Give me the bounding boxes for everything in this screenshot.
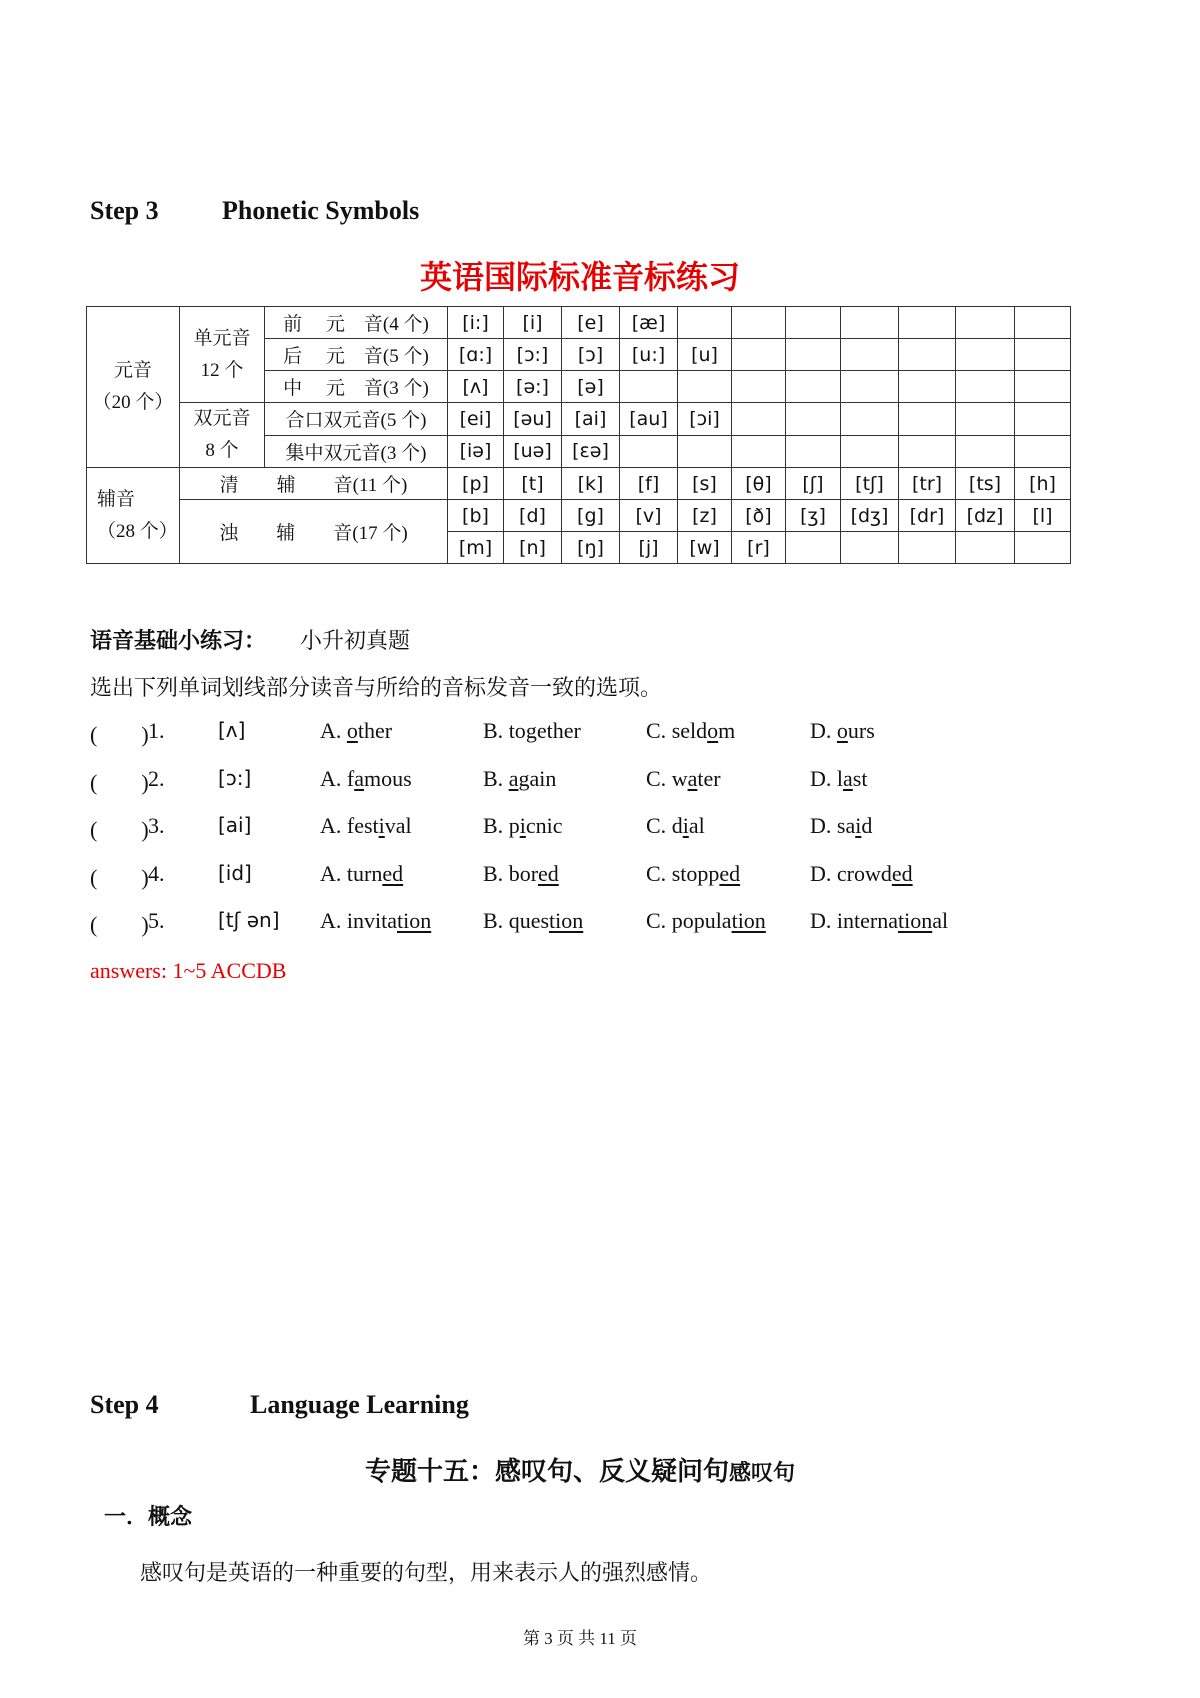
- empty-cell: [899, 307, 956, 339]
- underlined-part: ed: [891, 860, 913, 886]
- phonetic-symbol: [æ]: [620, 307, 678, 339]
- diphthong-label: 双元音: [193, 408, 251, 429]
- empty-cell: [899, 371, 956, 403]
- option-c: [646, 718, 735, 744]
- option-word-part: ther: [357, 718, 393, 743]
- option-word-part: ter: [697, 765, 721, 791]
- empty-cell: [732, 435, 786, 468]
- phonetic-symbol: [ə]: [562, 371, 620, 403]
- option-letter: D.: [810, 908, 832, 933]
- phonetic-symbol: [ʒ]: [786, 500, 841, 532]
- phonetic-symbol: [uə]: [504, 435, 562, 468]
- underlined-part: i: [378, 813, 385, 838]
- option-letter: C.: [646, 813, 667, 838]
- option-word-part: ques: [508, 908, 550, 933]
- phonetic-symbol: [ʃ]: [786, 468, 841, 500]
- empty-cell: [732, 403, 786, 436]
- phonetic-symbol: [h]: [1015, 468, 1071, 500]
- option-word-part: bor: [508, 860, 539, 886]
- option-letter: A.: [320, 860, 342, 886]
- option-b: [483, 718, 581, 744]
- option-word-part: interna: [836, 908, 898, 933]
- phonetic-symbol: [m]: [448, 532, 504, 564]
- underlined-part: tion: [897, 908, 933, 933]
- table-row: [87, 468, 1071, 500]
- empty-cell: [786, 532, 841, 564]
- empty-cell: [786, 307, 841, 339]
- option-letter: B.: [483, 860, 504, 886]
- phonetic-symbol: [ts]: [956, 468, 1015, 500]
- option-c: [646, 813, 705, 839]
- consonant-category-cell: [87, 468, 180, 564]
- consonant-type-voiced: 浊 辅 音(17 个): [180, 500, 448, 564]
- phonetic-symbol: [ɛə]: [562, 435, 620, 468]
- option-letter: D.: [810, 718, 832, 743]
- option-word-part: crowd: [836, 860, 892, 886]
- option-c: [646, 861, 740, 887]
- option-word-part: fest: [346, 813, 379, 838]
- exercise-subheading: 小升初真题: [300, 628, 411, 653]
- empty-cell: [841, 307, 899, 339]
- empty-cell: [1015, 403, 1071, 436]
- option-word-part: cnic: [525, 813, 563, 838]
- option-c: [646, 908, 766, 934]
- option-d: [810, 813, 872, 839]
- phonetic-symbol: [ɔ:]: [504, 339, 562, 371]
- phonetic-symbol: [v]: [620, 500, 678, 532]
- vowel-type-front: 前 元 音(4 个): [265, 307, 448, 339]
- phonetic-symbol: [i:]: [448, 307, 504, 339]
- empty-cell: [786, 371, 841, 403]
- option-a: [320, 813, 412, 839]
- phonetic-symbol: [dz]: [956, 500, 1015, 532]
- empty-cell: [956, 371, 1015, 403]
- phonetic-symbol: [θ]: [732, 468, 786, 500]
- phonetic-symbol: [r]: [732, 532, 786, 564]
- empty-cell: [678, 371, 732, 403]
- table-title: 英语国际标准音标练习: [419, 258, 740, 296]
- answer-paren: ( ): [90, 769, 149, 795]
- phonetic-symbol: [t]: [504, 468, 562, 500]
- option-word-part: ether: [536, 718, 581, 743]
- underlined-part: tion: [549, 908, 584, 933]
- option-word-part: val: [384, 813, 412, 838]
- empty-cell: [956, 532, 1015, 564]
- option-a: [320, 861, 403, 887]
- phonetic-symbol: [ŋ]: [562, 532, 620, 564]
- phonetic-symbol: [e]: [562, 307, 620, 339]
- phonetic-symbol: [n]: [504, 532, 562, 564]
- phonetic-symbol: [ai]: [562, 403, 620, 436]
- option-c: [646, 766, 721, 792]
- underlined-part: ed: [538, 860, 559, 886]
- option-word-part: popula: [671, 908, 732, 933]
- phonetic-symbol: [d]: [504, 500, 562, 532]
- option-letter: B.: [483, 813, 504, 838]
- option-letter: D.: [810, 860, 832, 886]
- option-word-part: m: [718, 718, 736, 743]
- option-word-part: mous: [363, 765, 412, 791]
- option-letter: B.: [483, 908, 504, 933]
- option-word-part: al: [688, 813, 705, 838]
- empty-cell: [732, 339, 786, 371]
- option-word-part: to: [508, 718, 526, 743]
- empty-cell: [1015, 435, 1071, 468]
- table-row: [87, 403, 1071, 436]
- phonetic-symbol: [f]: [620, 468, 678, 500]
- empty-cell: [899, 435, 956, 468]
- underlined-part: tion: [731, 908, 766, 933]
- phonetic-symbol: [i]: [504, 307, 562, 339]
- option-d: [810, 718, 875, 744]
- option-word-part: stopp: [671, 860, 720, 886]
- answer-paren: ( ): [90, 722, 149, 747]
- phonetic-symbol: [b]: [448, 500, 504, 532]
- question-number: 3.: [148, 813, 165, 838]
- topic-main: 专题十五：感叹句、反义疑问句: [364, 1457, 729, 1487]
- underlined-part: a: [687, 765, 698, 791]
- question-ipa: [ɔ:]: [218, 765, 252, 790]
- option-letter: B.: [483, 765, 504, 791]
- option-b: [483, 813, 562, 839]
- answers-text: answers: 1~5 ACCDB: [90, 958, 287, 983]
- monophthong-count: 12 个: [200, 359, 244, 381]
- empty-cell: [1015, 307, 1071, 339]
- option-word-part: gain: [518, 765, 557, 791]
- phonetic-symbol: [p]: [448, 468, 504, 500]
- empty-cell: [786, 403, 841, 436]
- section1-body: 感叹句是英语的一种重要的句型，用来表示人的强烈感情。: [140, 1560, 713, 1585]
- empty-cell: [732, 307, 786, 339]
- underlined-part: a: [843, 765, 853, 791]
- underlined-part: g: [525, 718, 537, 743]
- empty-cell: [732, 371, 786, 403]
- page-footer: 第 3 页 共 11 页: [522, 1629, 638, 1648]
- option-letter: C.: [646, 765, 667, 791]
- step3-title: Phonetic Symbols: [222, 196, 420, 225]
- diphthong-type-centering: 集中双元音(3 个): [265, 435, 448, 468]
- monophthong-cell: [180, 307, 265, 403]
- option-letter: C.: [646, 718, 667, 743]
- answer-paren: ( ): [90, 864, 149, 890]
- empty-cell: [841, 403, 899, 436]
- empty-cell: [956, 339, 1015, 371]
- answer-paren: ( ): [90, 912, 149, 937]
- question-number: 5.: [148, 908, 165, 933]
- underlined-part: o: [836, 718, 848, 743]
- option-word-part: d: [671, 813, 683, 838]
- topic-heading: [0, 1451, 1160, 1488]
- phonetic-symbol: [ð]: [732, 500, 786, 532]
- empty-cell: [678, 435, 732, 468]
- phonetic-symbol: [l]: [1015, 500, 1071, 532]
- question-ipa: [ai]: [218, 813, 252, 837]
- option-d: [810, 908, 948, 934]
- option-letter: A.: [320, 813, 342, 838]
- question-number: 1.: [148, 718, 165, 743]
- question-ipa: [tʃ ən]: [218, 908, 280, 932]
- underlined-part: o: [707, 718, 719, 743]
- question-ipa: [id]: [218, 860, 252, 885]
- phonetic-symbol: [əu]: [504, 403, 562, 436]
- option-word-part: seld: [671, 718, 708, 743]
- phonetic-symbol: [dʒ]: [841, 500, 899, 532]
- consonant-type-voiceless: 清 辅 音(11 个): [180, 468, 448, 500]
- empty-cell: [620, 371, 678, 403]
- step4-label: Step 4: [90, 1390, 159, 1419]
- vowel-category-cell: [87, 307, 180, 468]
- option-word-part: sa: [836, 813, 856, 838]
- option-letter: D.: [810, 813, 832, 838]
- diphthong-type-closing: 合口双元音(5 个): [265, 403, 448, 436]
- option-word-part: w: [671, 765, 688, 791]
- option-word-part: l: [836, 765, 844, 791]
- option-b: [483, 908, 583, 934]
- option-b: [483, 766, 556, 792]
- empty-cell: [620, 435, 678, 468]
- table-row: [87, 307, 1071, 339]
- phonetic-symbol: [dr]: [899, 500, 956, 532]
- phonetic-symbol: [au]: [620, 403, 678, 436]
- vowel-type-central: 中 元 音(3 个): [265, 371, 448, 403]
- empty-cell: [956, 435, 1015, 468]
- option-word-part: invita: [346, 908, 397, 933]
- option-letter: A.: [320, 908, 342, 933]
- option-word-part: urs: [847, 718, 875, 743]
- phonetic-symbol: [s]: [678, 468, 732, 500]
- phonetic-symbol: [ɑ:]: [448, 339, 504, 371]
- option-letter: C.: [646, 908, 667, 933]
- option-word-part: d: [861, 813, 873, 838]
- vowel-category-label: 元音: [113, 360, 152, 381]
- underlined-part: a: [508, 765, 519, 791]
- empty-cell: [786, 339, 841, 371]
- underlined-part: i: [519, 813, 526, 838]
- phonetic-symbol: [iə]: [448, 435, 504, 468]
- underlined-part: i: [855, 813, 862, 838]
- option-a: [320, 766, 412, 792]
- step4-title: Language Learning: [250, 1390, 469, 1419]
- empty-cell: [899, 532, 956, 564]
- empty-cell: [841, 532, 899, 564]
- option-letter: A.: [320, 718, 342, 743]
- underlined-part: a: [354, 765, 364, 791]
- option-word-part: al: [932, 908, 949, 933]
- empty-cell: [1015, 532, 1071, 564]
- underlined-part: tion: [397, 908, 432, 933]
- empty-cell: [1015, 339, 1071, 371]
- phonetic-table: [86, 306, 1071, 564]
- option-word-part: f: [346, 765, 355, 791]
- phonetic-symbol: [k]: [562, 468, 620, 500]
- phonetic-symbol: [j]: [620, 532, 678, 564]
- exercise-instruction: 选出下列单词划线部分读音与所给的音标发音一致的选项。: [90, 675, 663, 700]
- option-word-part: st: [852, 765, 868, 791]
- phonetic-symbol: [ɔ]: [562, 339, 620, 371]
- section1-heading: 一．概念: [104, 1505, 193, 1530]
- monophthong-label: 单元音: [193, 327, 251, 349]
- phonetic-symbol: [tʃ]: [841, 468, 899, 500]
- option-d: [810, 861, 913, 887]
- underlined-part: i: [682, 813, 689, 838]
- underlined-part: o: [346, 718, 358, 743]
- option-d: [810, 766, 867, 792]
- empty-cell: [899, 403, 956, 436]
- answer-paren: ( ): [90, 817, 149, 842]
- option-letter: B.: [483, 718, 504, 743]
- empty-cell: [786, 435, 841, 468]
- consonant-category-label: 辅音: [97, 488, 136, 510]
- question-number: 2.: [148, 765, 165, 791]
- phonetic-symbol: [ə:]: [504, 371, 562, 403]
- topic-suffix: 感叹句: [729, 1461, 796, 1486]
- diphthong-cell: [180, 403, 265, 468]
- empty-cell: [1015, 371, 1071, 403]
- phonetic-symbol: [g]: [562, 500, 620, 532]
- empty-cell: [899, 339, 956, 371]
- question-number: 4.: [148, 860, 165, 886]
- empty-cell: [678, 307, 732, 339]
- option-word-part: p: [508, 813, 520, 838]
- consonant-category-count: （28 个）: [97, 520, 178, 542]
- vowel-type-back: 后 元 音(5 个): [265, 339, 448, 371]
- empty-cell: [841, 435, 899, 468]
- empty-cell: [956, 403, 1015, 436]
- phonetic-symbol: [u:]: [620, 339, 678, 371]
- step3-label: Step 3: [90, 196, 159, 225]
- option-letter: A.: [320, 765, 342, 791]
- phonetic-symbol: [w]: [678, 532, 732, 564]
- empty-cell: [841, 371, 899, 403]
- underlined-part: ed: [719, 860, 741, 886]
- empty-cell: [956, 307, 1015, 339]
- option-a: [320, 908, 431, 934]
- option-a: [320, 718, 392, 744]
- diphthong-count: 8 个: [205, 440, 239, 461]
- exercise-heading: 语音基础小练习：: [90, 629, 267, 654]
- empty-cell: [841, 339, 899, 371]
- option-letter: D.: [810, 765, 832, 791]
- option-word-part: turn: [346, 860, 383, 886]
- phonetic-symbol: [tr]: [899, 468, 956, 500]
- option-letter: C.: [646, 860, 667, 886]
- phonetic-symbol: [z]: [678, 500, 732, 532]
- phonetic-symbol: [ʌ]: [448, 371, 504, 403]
- phonetic-symbol: [u]: [678, 339, 732, 371]
- question-ipa: [ʌ]: [218, 718, 246, 742]
- phonetic-symbol: [ɔi]: [678, 403, 732, 436]
- phonetic-symbol: [ei]: [448, 403, 504, 436]
- table-row: [87, 500, 1071, 532]
- vowel-category-count: （20 个）: [92, 392, 174, 413]
- option-b: [483, 861, 559, 887]
- underlined-part: ed: [382, 860, 404, 886]
